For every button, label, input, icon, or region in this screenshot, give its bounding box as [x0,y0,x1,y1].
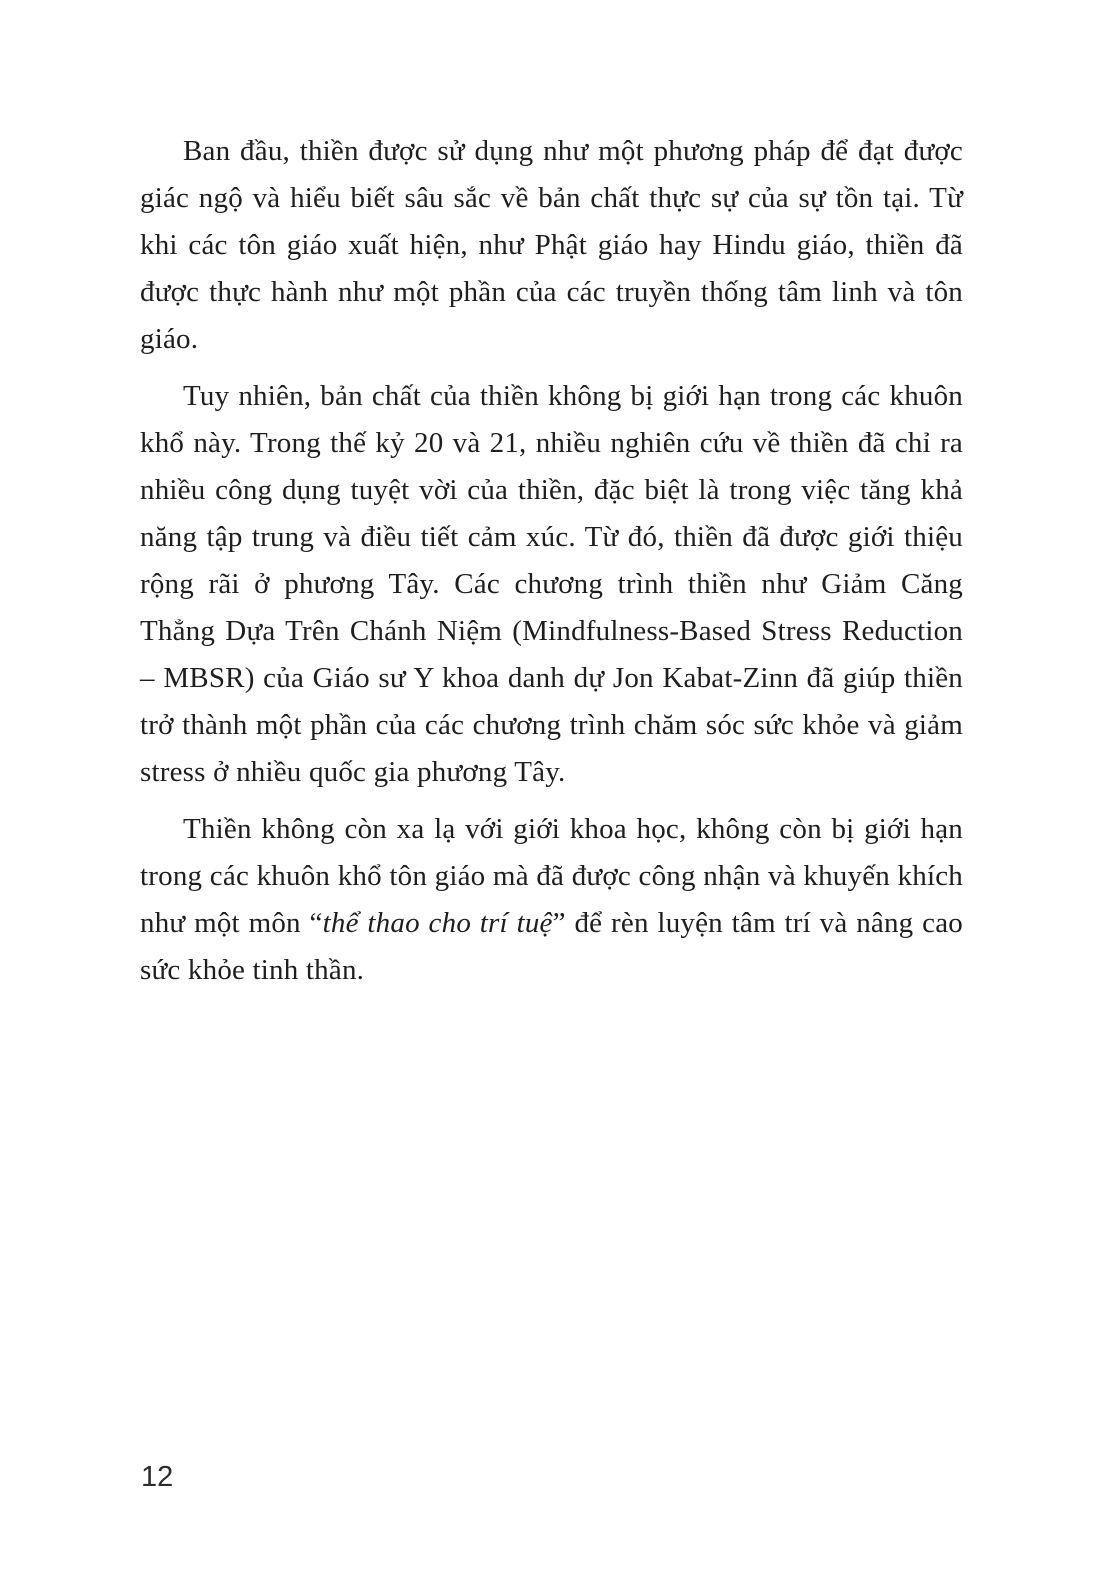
text-segment: Thiền không còn xa lạ với giới khoa học, không còn bị giới hạn trong các khuôn khổ tôn giáo mà đã được công nhận và khuyến khích như một môn “ [140,813,963,939]
page-number: 12 [141,1461,174,1493]
paragraph [140,806,963,994]
text-segment: ” để rèn luyện tâm trí và nâng cao sức khỏe tinh thần. [140,907,964,986]
italic-text-segment: thể thao cho trí tuệ [322,907,553,939]
text-segment: Ban đầu, thiền được sử dụng như một phương pháp để đạt được giác ngộ và hiểu biết sâu sắc về bản chất thực sự của sự tồn tại. Từ khi các tôn giáo xuất hiện, như Phật giáo hay Hindu giáo, thiền đã được thực hành như một phần của các truyền thống tâm linh và tôn giáo. [140,135,963,355]
text-block [140,128,963,1004]
paragraph [140,373,963,796]
text-segment: Tuy nhiên, bản chất của thiền không bị giới hạn trong các khuôn khổ này. Trong thế kỷ 20 và 21, nhiều nghiên cứu về thiền đã chỉ ra nhiều công dụng tuyệt vời của thiền, đặc biệt là trong việc tăng khả năng tập trung và điều tiết cảm xúc. Từ đó, thiền đã được giới thiệu rộng rãi ở phương Tây. Các chương trình thiền như Giảm Căng Thẳng Dựa Trên Chánh Niệm (Mindfulness-Based Stress Reduction – MBSR) của Giáo sư Y khoa danh dự Jon Kabat-Zinn đã giúp thiền trở thành một phần của các chương trình chăm sóc sức khỏe và giảm stress ở nhiều quốc gia phương Tây. [140,380,963,788]
paragraph [140,128,963,363]
